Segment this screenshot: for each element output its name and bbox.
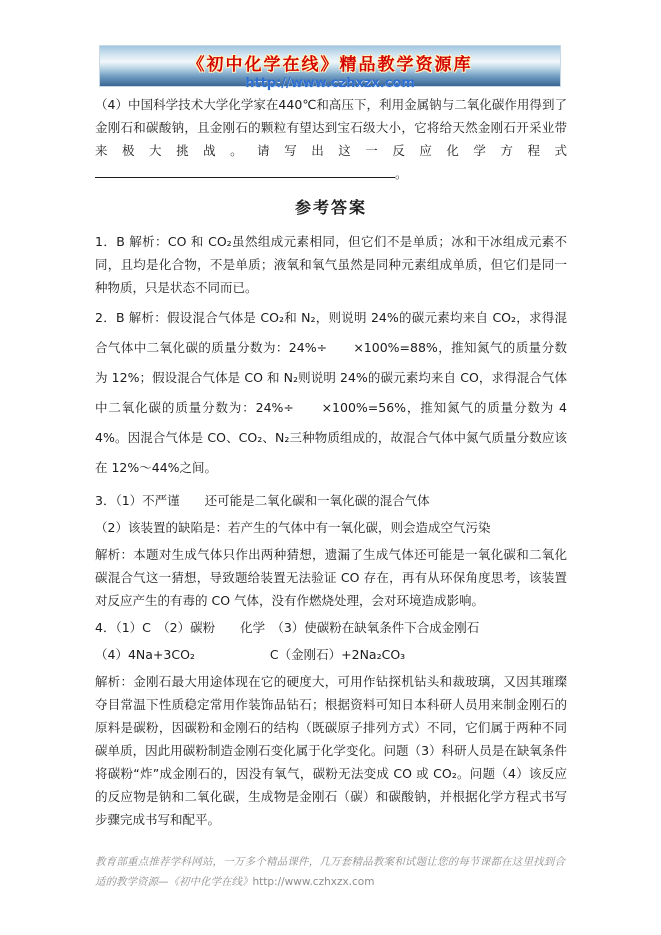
footer-text: 教育部重点推荐学科网站，一万多个精品课件，几万套精品教案和试题让您的每节课都在这里找到合适的教学资源—《初中化学在线》	[95, 856, 565, 888]
answers-section-title: 参考答案	[294, 198, 367, 217]
answer-1-paragraph: 1．B 解析：CO 和 CO₂虽然组成元素相同，但它们不是单质；冰和干冰组成元素不同，且均是化合物，不是单质；液氧和氧气虽然是同种元素组成单质，但它们是同一种物质，只是状态不同而已。	[95, 234, 567, 295]
question-4-text: （4）中国科学技术大学化学家在440℃和高压下，利用金属钠与二氧化碳作用得到了金刚石和碳酸钠，且金刚石的颗粒有望达到宝石级大小，它将给天然金刚石开采业带来极大挑战。请写出这一反应化学方程式	[95, 97, 567, 158]
banner-title: 《初中化学在线》精品教学资源库	[187, 55, 473, 75]
page-footer	[95, 852, 565, 892]
answer-3-analysis: 解析：本题对生成气体只作出两种猜想，遗漏了生成气体还可能是一氧化碳和二氧化碳混合气这一猜想，导致题给装置无法验证 CO 存在，再有从环保角度思考，该装置对反应产生的有毒的 CO 气体，没有作燃烧处理，会对环境造成影响。	[95, 547, 567, 608]
question-4-period: 。	[395, 166, 408, 181]
site-banner	[99, 45, 561, 91]
answer-4-line-1: 4．（1）C （2）碳粉 化学 （3）使碳粉在缺氧条件下合成金刚石	[95, 620, 480, 635]
banner-url-link[interactable]: http://www.czhxzx.com	[245, 76, 415, 91]
answer-2-paragraph: 2．B 解析：假设混合气体是 CO₂和 N₂，则说明 24%的碳元素均来自 CO₂，求得混合气体中二氧化碳的质量分数为：24%÷ ×100%=88%，推知氮气的质量分数为 12%；假设混合气体是 CO 和 N₂则说明 24%的碳元素均来自 CO，求得混合气体中二氧化碳的质量分数为：24%÷ ×100%=56%，推知氮气的质量分数为 44%。因混合气体是 CO、CO₂、N₂三种物质组成的，故混合气体中氮气质量分数应该在 12%～44%之间。	[95, 310, 567, 475]
question-4-paragraph	[95, 93, 567, 185]
answer-3-line-1: 3．（1）不严谨 还可能是二氧化碳和一氧化碳的混合气体	[95, 493, 430, 508]
answer-blank-line	[95, 166, 395, 178]
document-content	[95, 93, 567, 835]
footer-url-link[interactable]: http://www.czhxzx.com	[252, 876, 375, 888]
answer-4-analysis: 解析：金刚石最大用途体现在它的硬度大，可用作钻探机钻头和裁玻璃，又因其璀璨夺目常温下性质稳定常用作装饰品钻石；根据资料可知日本科研人员用来制金刚石的原料是碳粉，因碳粉和金刚石的结构（既碳原子排列方式）不同，它们属于两种不同碳单质，因此用碳粉制造金刚石变化属于化学变化。问题（3）科研人员是在缺氧条件将碳粉“炸”成金刚石的，因没有氧气，碳粉无法变成 CO 或 CO₂。问题（4）该反应的反应物是钠和二氧化碳，生成物是金刚石（碳）和碳酸钠，并根据化学方程式书写步骤完成书写和配平。	[95, 674, 567, 827]
answer-4-equation: （4）4Na+3CO₂ C（金刚石）+2Na₂CO₃	[95, 647, 406, 662]
answer-3-line-2: （2）该装置的缺陷是：若产生的气体中有一氧化碳，则会造成空气污染	[95, 520, 491, 535]
